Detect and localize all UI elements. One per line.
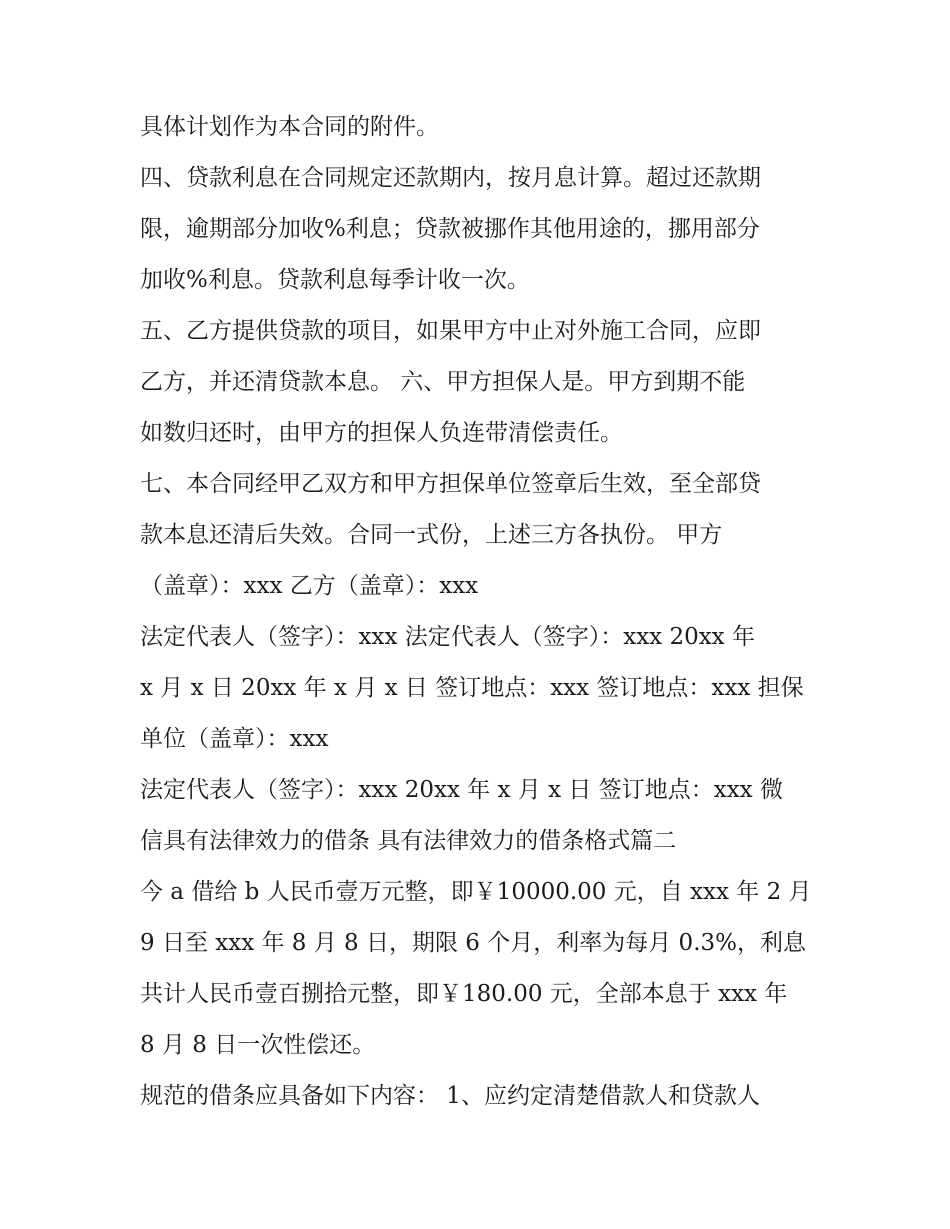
text-line: （盖章）：xxx 乙方（盖章）：xxx xyxy=(140,573,479,599)
text-line: 如数归还时，由甲方的担保人负连带清偿责任。 xyxy=(140,420,623,446)
text-line: 8 月 8 日一次性偿还。 xyxy=(140,1032,376,1058)
text-line: 七、本合同经甲乙双方和甲方担保单位签章后生效，至全部贷 xyxy=(140,471,761,497)
text-line: 加收%利息。贷款利息每季计收一次。 xyxy=(140,267,530,293)
text-line: 今 a 借给 b 人民币壹万元整，即￥10000.00 元，自 xxx 年 2 月 xyxy=(140,879,812,905)
text-line: x 月 x 日 20xx 年 x 月 x 日 签订地点：xxx 签订地点：xxx 担保 xyxy=(140,675,804,701)
text-line: 乙方，并还清贷款本息。 六、甲方担保人是。甲方到期不能 xyxy=(140,369,746,395)
text-line: 四、贷款利息在合同规定还款期内，按月息计算。超过还款期 xyxy=(140,165,761,191)
text-line: 法定代表人（签字）：xxx 法定代表人（签字）：xxx 20xx 年 xyxy=(140,624,755,650)
text-line: 规范的借条应具备如下内容： 1、应约定清楚借款人和贷款人 xyxy=(140,1083,760,1109)
text-line: 五、乙方提供贷款的项目，如果甲方中止对外施工合同，应即 xyxy=(140,318,761,344)
text-line: 款本息还清后失效。合同一式份，上述三方各执份。 甲方 xyxy=(140,522,723,548)
text-line: 共计人民币壹百捌拾元整，即￥180.00 元，全部本息于 xxx 年 xyxy=(140,981,788,1007)
text-line: 单位（盖章）：xxx xyxy=(140,726,329,752)
text-line: 具体计划作为本合同的附件。 xyxy=(140,114,439,140)
text-line: 信具有法律效力的借条 具有法律效力的借条格式篇二 xyxy=(140,828,677,854)
text-line: 9 日至 xxx 年 8 月 8 日，期限 6 个月，利率为每月 0.3%，利息 xyxy=(140,930,806,956)
text-line: 限，逾期部分加收%利息；贷款被挪作其他用途的，挪用部分 xyxy=(140,216,760,242)
document-body xyxy=(140,102,820,1122)
text-line: 法定代表人（签字）：xxx 20xx 年 x 月 x 日 签订地点：xxx 微 xyxy=(140,777,783,803)
